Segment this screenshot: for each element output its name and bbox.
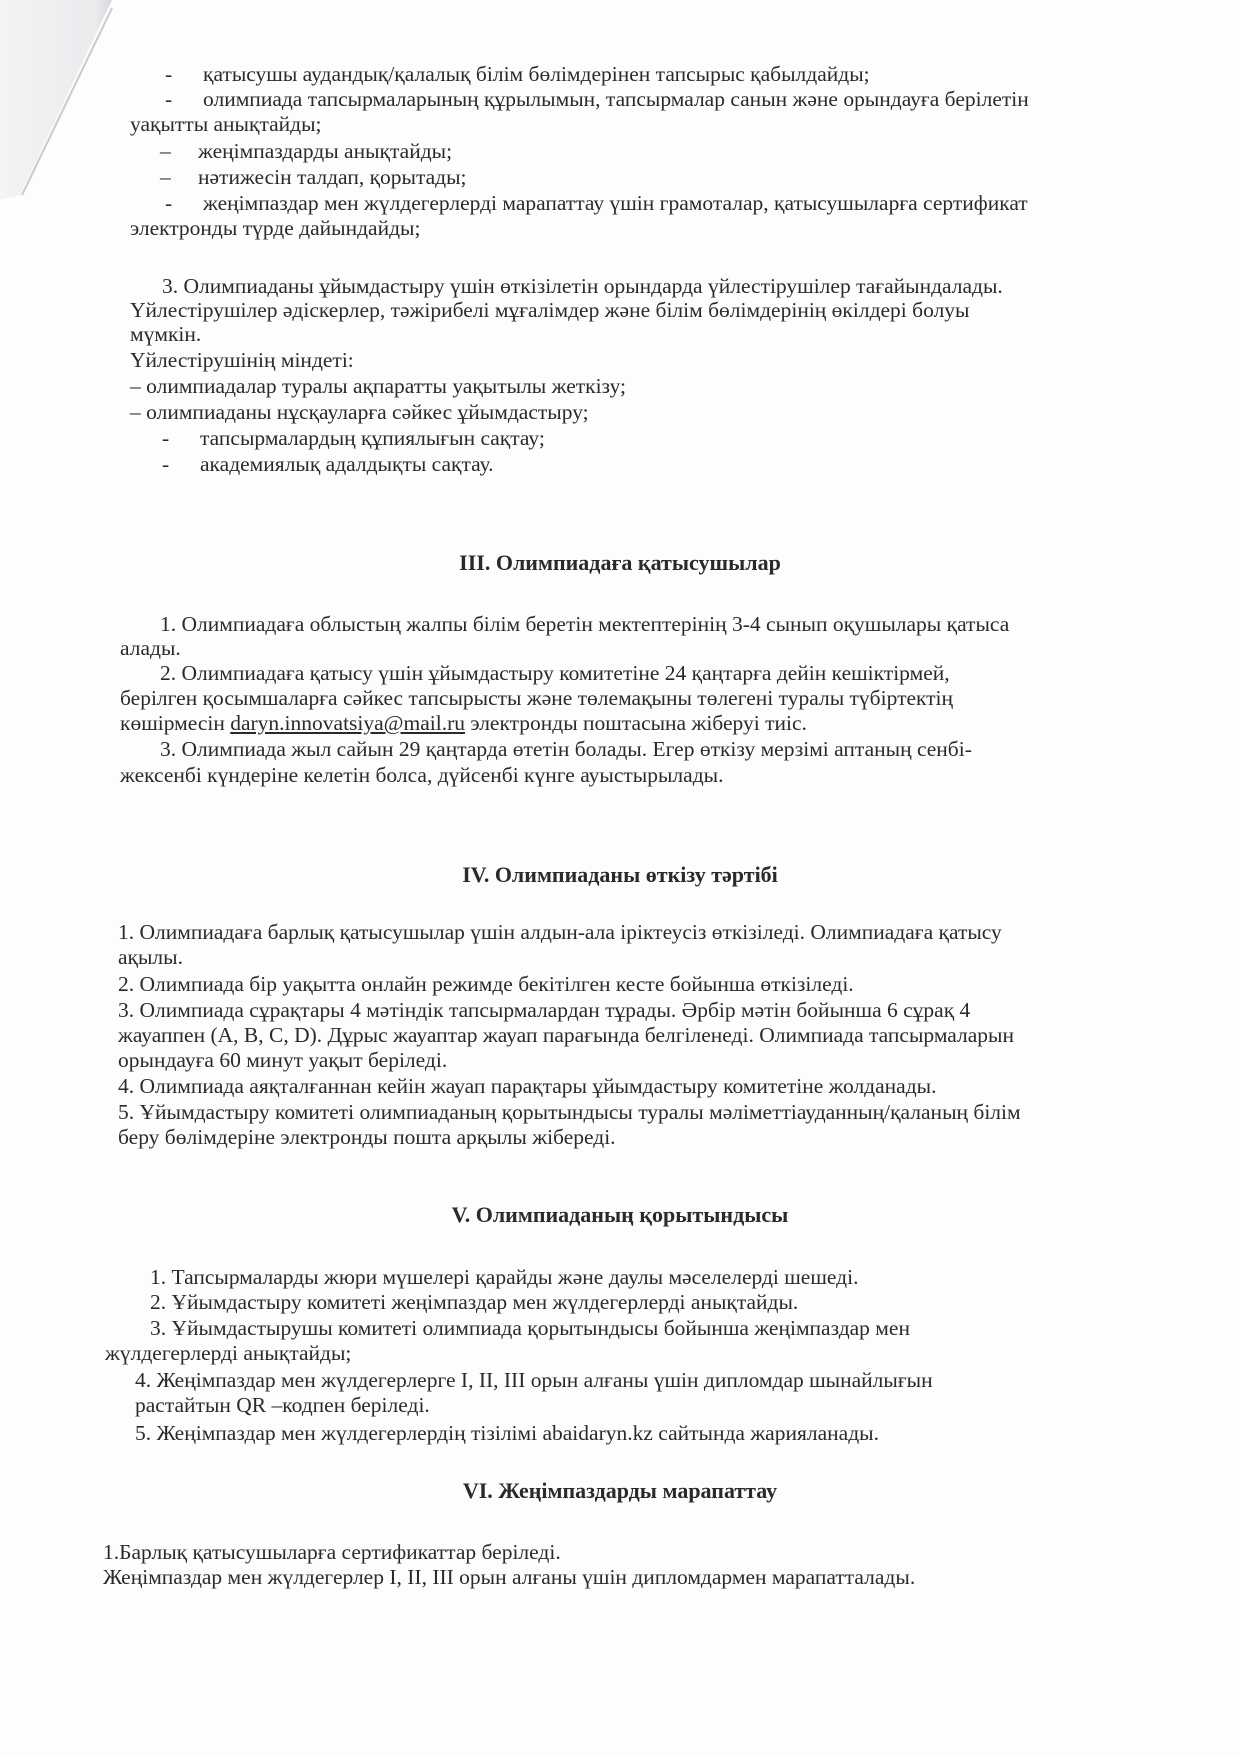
list-marker: – [160, 165, 171, 189]
intro-item-continuation: электронды түрде дайындайды; [130, 216, 421, 240]
intro-item-text: жеңімпаздарды анықтайды; [198, 139, 453, 163]
list-marker: - [165, 87, 173, 111]
duty-item-text: тапсырмалардың құпиялығын сақтау; [200, 426, 545, 450]
duty-item [130, 374, 626, 398]
section-4-line: 1. Олимпиадаға барлық қатысушылар үшін алдын-ала іріктеусіз өткізіледі. Олимпиадаға қатысу [118, 920, 1002, 944]
section-4-line: 5. Ұйымдастыру комитеті олимпиаданың қорытындысы туралы мәліметтіауданның/қаланың білім [118, 1100, 1021, 1124]
section-5-line: жүлдегерлерді анықтайды; [105, 1341, 352, 1365]
intro-item [165, 87, 1029, 111]
section-3-item-2: 2. Олимпиадаға қатысу үшін ұйымдастыру комитетіне 24 қаңтарға дейін кешіктірмей, [160, 661, 950, 685]
section-5-line: 3. Ұйымдастырушы комитеті олимпиада қорытындысы бойынша жеңімпаздар мен [150, 1316, 910, 1340]
list-marker: - [162, 452, 170, 476]
intro-item [160, 165, 467, 189]
section-3-item-2: берілген қосымшаларға сәйкес тапсырысты және төлемақыны төлегені туралы түбіртектің [120, 686, 954, 710]
email-link[interactable]: daryn.innovatsiya@mail.ru [230, 711, 465, 735]
section-5-heading: V. Олимпиаданың қорытындысы [451, 1202, 789, 1227]
section-5-line: растайтын QR –кодпен беріледі. [135, 1393, 430, 1417]
section-4-line: 3. Олимпиада сұрақтары 4 мәтіндік тапсырмалардан тұрады. Әрбір мәтін бойынша 6 сұрақ 4 [118, 998, 971, 1022]
list-marker: – [160, 139, 171, 163]
coordinators-paragraph: Үйлестірушілер әдіскерлер, тәжірибелі мұғалімдер және білім бөлімдерінің өкілдері болуы [130, 298, 970, 322]
section-6-line: Жеңімпаздар мен жүлдегерлер I, II, III орын алғаны үшін дипломдармен марапатталады. [103, 1565, 916, 1589]
section-3-heading: III. Олимпиадаға қатысушылар [459, 550, 781, 575]
duty-item-text: академиялық адалдықты сақтау. [200, 452, 494, 476]
list-marker: – [130, 374, 141, 398]
section-4-line: беру бөлімдеріне электронды пошта арқылы жібереді. [118, 1125, 616, 1149]
duty-item-text: олимпиаданы нұсқауларға сәйкес ұйымдастыру; [146, 400, 589, 424]
coordinators-paragraph: мүмкін. [130, 322, 202, 346]
intro-item [165, 62, 870, 86]
duty-item [162, 426, 545, 450]
intro-item-continuation: уақытты анықтайды; [130, 112, 322, 136]
duties-title: Үйлестірушінің міндеті: [130, 348, 354, 372]
section-6-heading: VI. Жеңімпаздарды марапаттау [462, 1478, 778, 1503]
section-3-item-3: 3. Олимпиада жыл сайын 29 қаңтарда өтетін болады. Егер өткізу мерзімі аптаның сенбі- [160, 737, 972, 761]
text: электронды поштасына жіберуі тиіс. [464, 711, 807, 735]
intro-item-text: нәтижесін талдап, қорытады; [198, 165, 467, 189]
section-3-item-1: алады. [120, 636, 181, 660]
duty-item [162, 452, 494, 476]
section-4-line: 4. Олимпиада аяқталғаннан кейін жауап парақтары ұйымдастыру комитетіне жолданады. [118, 1074, 937, 1098]
section-4-line: 2. Олимпиада бір уақытта онлайн режимде бекітілген кесте бойынша өткізіледі. [118, 972, 854, 996]
text: көшірмесін [120, 711, 231, 735]
section-4-line: ақылы. [118, 945, 183, 969]
intro-item [160, 139, 452, 163]
section-5-line: 2. Ұйымдастыру комитеті жеңімпаздар мен жүлдегерлерді анықтайды. [150, 1290, 799, 1314]
section-3-item-1: 1. Олимпиадаға облыстың жалпы білім беретін мектептерінің 3-4 сынып оқушылары қатыса [160, 612, 1010, 636]
intro-item-text: олимпиада тапсырмаларының құрылымын, тапсырмалар санын және орындауға берілетін [203, 87, 1029, 111]
list-marker: - [165, 62, 173, 86]
duty-item [130, 400, 589, 424]
section-5-line: 5. Жеңімпаздар мен жүлдегерлердің тізілімі abaidaryn.kz сайтында жарияланады. [135, 1421, 879, 1445]
section-5-line: 1. Тапсырмаларды жюри мүшелері қарайды және даулы мәселелерді шешеді. [150, 1265, 859, 1289]
coordinators-paragraph: 3. Олимпиаданы ұйымдастыру үшін өткізілетін орындарда үйлестірушілер тағайындалады. [162, 274, 1003, 298]
intro-item [165, 191, 1028, 215]
section-4-line: орындауға 60 минут уақыт беріледі. [118, 1048, 448, 1072]
section-4-heading: IV. Олимпиаданы өткізу тәртібі [462, 862, 778, 887]
section-3-item-2 [120, 711, 807, 735]
intro-item-text: жеңімпаздар мен жүлдегерлерді марапаттау үшін грамоталар, қатысушыларға сертификат [203, 191, 1028, 215]
duty-item-text: олимпиадалар туралы ақпаратты уақытылы жеткізу; [146, 374, 627, 398]
list-marker: - [162, 426, 170, 450]
section-6-line: 1.Барлық қатысушыларға сертификаттар беріледі. [103, 1540, 561, 1564]
intro-item-text: қатысушы аудандық/қалалық білім бөлімдерінен тапсырыс қабылдайды; [203, 62, 870, 86]
section-3-item-3: жексенбі күндеріне келетін болса, дүйсенбі күнге ауыстырылады. [120, 763, 724, 787]
list-marker: – [130, 400, 141, 424]
section-4-line: жауаппен (A, B, C, D). Дұрыс жауаптар жауап парағында белгіленеді. Олимпиада тапсырмаларын [118, 1023, 1014, 1047]
section-5-line: 4. Жеңімпаздар мен жүлдегерлерге I, II, III орын алғаны үшін дипломдар шынайлығын [135, 1368, 933, 1392]
list-marker: - [165, 191, 173, 215]
